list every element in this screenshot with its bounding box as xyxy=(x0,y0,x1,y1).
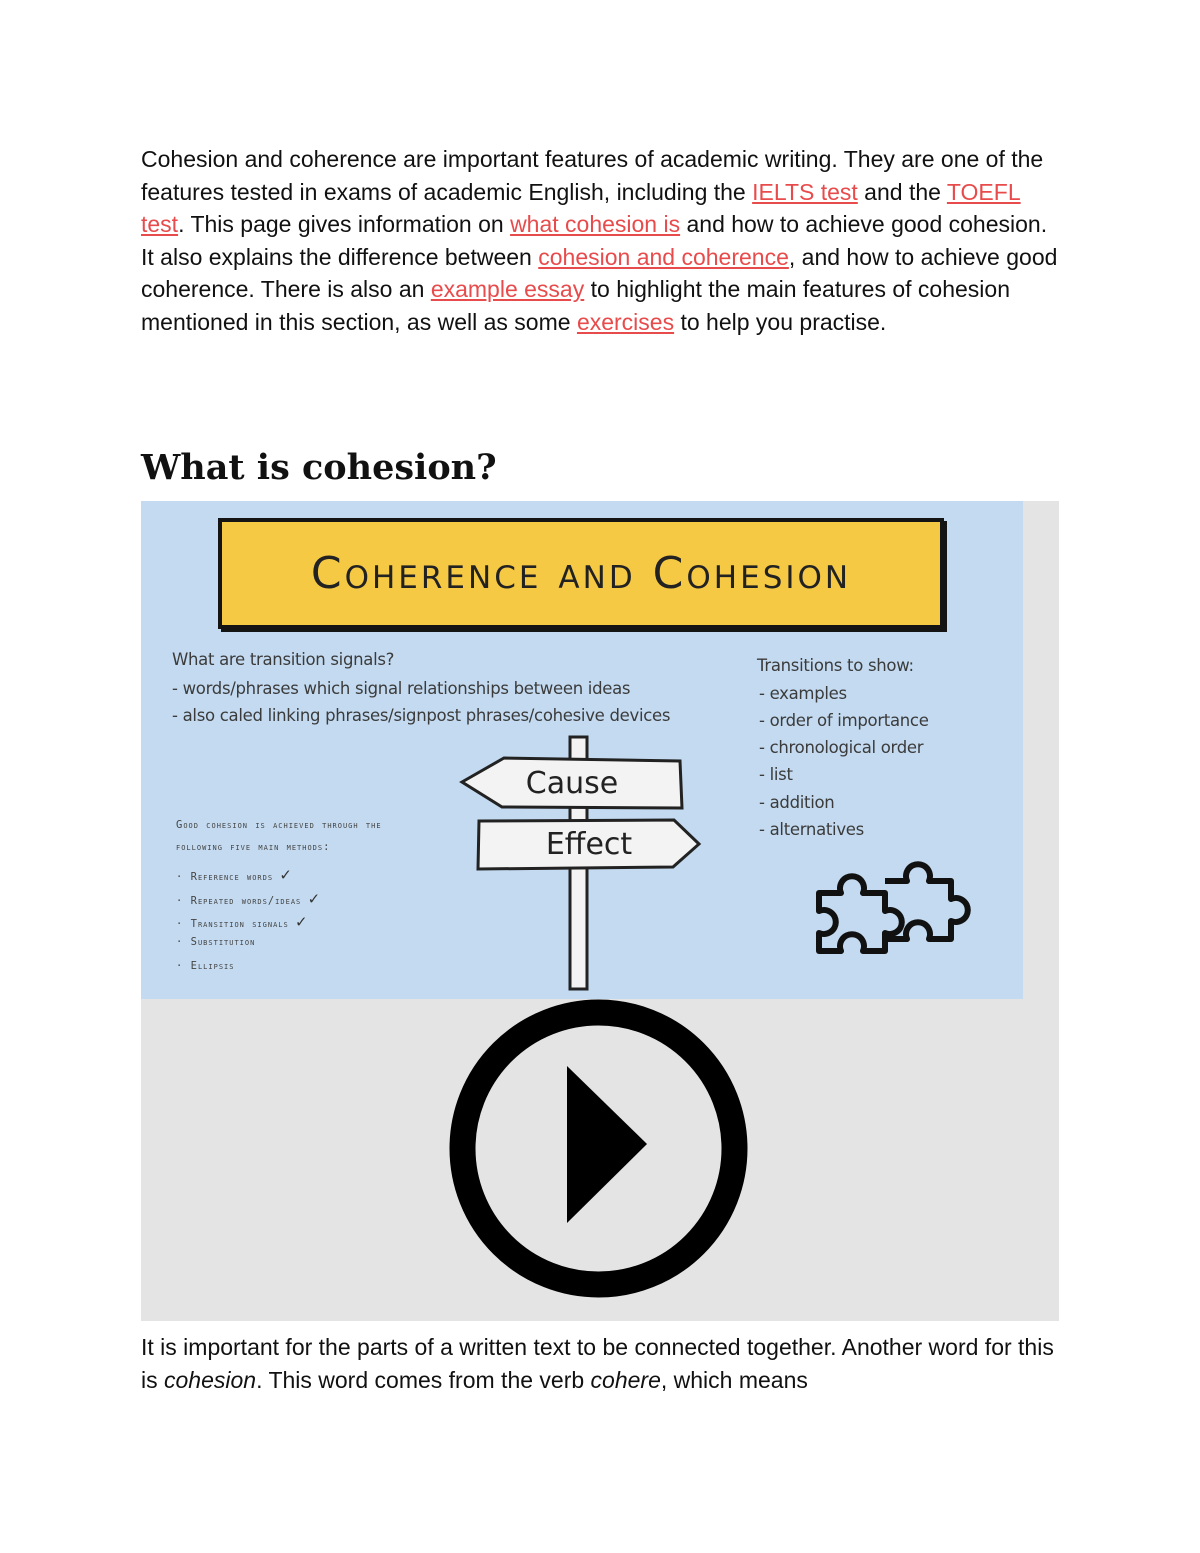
transitions-item: - chronological order xyxy=(759,738,924,757)
body-paragraph xyxy=(141,1331,1061,1396)
section-heading: What is cohesion? xyxy=(141,447,497,488)
transitions-item: - alternatives xyxy=(759,820,864,839)
intro-text: , and how to achieve good coherence. There is also an xyxy=(141,243,1058,303)
body-text: . This word comes from the verb xyxy=(256,1366,591,1393)
check-icon: ✓ xyxy=(296,912,308,932)
cohesion-method: · Transition signals ✓ xyxy=(176,912,308,932)
cohesion-method: · Ellipsis xyxy=(176,960,235,972)
intro-paragraph xyxy=(141,143,1061,339)
intro-text: Cohesion and coherence are important features of academic writing. They are one of the features tested in exams of academic English, including the xyxy=(141,146,1044,205)
cohesion-method: · Substitution xyxy=(176,936,256,948)
transitions-title: Transitions to show: xyxy=(757,656,914,675)
intro-text: to help you practise. xyxy=(674,308,887,335)
transition-bullet: - words/phrases which signal relationships between ideas xyxy=(172,679,631,698)
signpost xyxy=(456,731,706,993)
toefl-test-link[interactable]: TOEFL test xyxy=(141,178,1021,238)
exercises-link[interactable]: exercises xyxy=(576,308,675,335)
transitions-item: - examples xyxy=(759,684,847,703)
check-icon: ✓ xyxy=(308,889,320,909)
cohesion-and-coherence-link[interactable]: cohesion and coherence xyxy=(538,243,789,270)
intro-text: . This page gives information on xyxy=(178,211,511,238)
transitions-item: - order of importance xyxy=(759,711,929,730)
cause-label: Cause xyxy=(525,766,619,801)
ielts-test-link[interactable]: IELTS test xyxy=(752,178,858,205)
play-button-icon[interactable] xyxy=(447,997,750,1300)
body-text: It is important for the parts of a written text to be connected together. Another word for this is xyxy=(141,1334,1054,1393)
body-text: , which means xyxy=(660,1366,808,1393)
cohesion-method: · Repeated words/ideas ✓ xyxy=(176,889,320,909)
intro-text: to highlight the main features of cohesion mentioned in this section, as well as some xyxy=(141,276,1011,335)
check-icon: ✓ xyxy=(280,865,292,885)
cohesion-method: · Reference words ✓ xyxy=(176,865,292,885)
example-essay-link[interactable]: example essay xyxy=(430,276,585,303)
transitions-item: - list xyxy=(759,765,793,784)
banner-title: Coherence and Cohesion xyxy=(310,548,852,599)
what-cohesion-is-link[interactable]: what cohesion is xyxy=(510,211,681,238)
effect-label: Effect xyxy=(545,827,633,862)
transitions-item: - addition xyxy=(759,793,835,812)
transition-question: What are transition signals? xyxy=(172,650,395,669)
puzzle-icon xyxy=(807,857,979,975)
thumbnail-banner xyxy=(218,518,944,629)
video-thumbnail xyxy=(141,501,1023,999)
cohesion-methods-title: following five main methods: xyxy=(176,841,331,853)
emphasis-cohesion: cohesion xyxy=(164,1366,257,1393)
emphasis-cohere: cohere xyxy=(590,1366,661,1393)
cohesion-methods-title: Good cohesion is achieved through the xyxy=(176,819,382,831)
intro-text: and the xyxy=(857,178,947,205)
video-player[interactable] xyxy=(141,501,1059,1321)
transition-bullet: - also caled linking phrases/signpost phrases/cohesive devices xyxy=(172,706,671,725)
intro-text: and how to achieve good cohesion. It also explains the difference between xyxy=(141,211,1048,270)
